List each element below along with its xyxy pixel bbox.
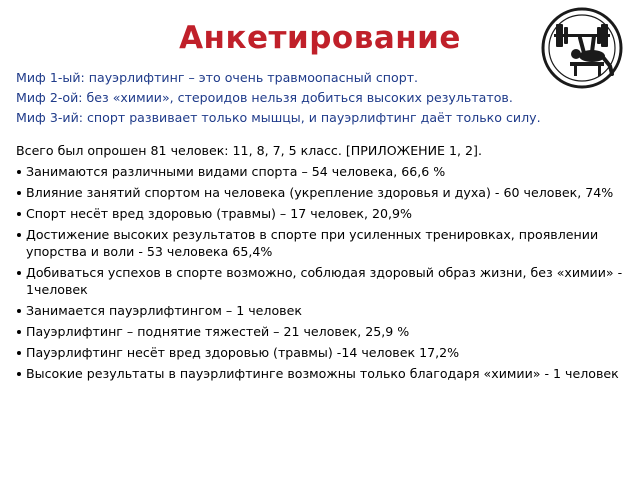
myth-2: Миф 2-ой: без «химии», стероидов нельзя добиться высоких результатов. (16, 90, 513, 105)
list-item: Добиваться успехов в спорте возможно, соблюдая здоровый образ жизни, без «химии» - 1человек (16, 264, 626, 298)
list-item: Достижение высоких результатов в спорте при усиленных тренировках, проявлении упорства и воли - 53 человека 65,4% (16, 226, 626, 260)
survey-intro: Всего был опрошен 81 человек: 11, 8, 7, 5 класс. [ПРИЛОЖЕНИЕ 1, 2]. (16, 143, 482, 158)
myth-1: Миф 1-ый: пауэрлифтинг – это очень травмоопасный спорт. (16, 70, 419, 85)
list-item: Спорт несёт вред здоровью (травмы) – 17 человек, 20,9% (16, 205, 626, 222)
list-item: Занимаются различными видами спорта – 54 человека, 66,6 % (16, 163, 626, 180)
list-item: Пауэрлифтинг несёт вред здоровью (травмы) -14 человек 17,2% (16, 344, 626, 361)
list-item: Пауэрлифтинг – поднятие тяжестей – 21 человек, 25,9 % (16, 323, 626, 340)
survey-results-list (16, 163, 626, 382)
list-item: Высокие результаты в пауэрлифтинге возможны только благодаря «химии» - 1 человек (16, 365, 626, 382)
slide-title: Анкетирование (179, 20, 461, 56)
list-item: Занимается пауэрлифтингом – 1 человек (16, 302, 626, 319)
myths-list (16, 68, 626, 128)
myth-3: Миф 3-ий: спорт развивает только мышцы, и пауэрлифтинг даёт только силу. (16, 110, 541, 125)
list-item: Влияние занятий спортом на человека (укрепление здоровья и духа) - 60 человек, 74% (16, 184, 626, 201)
survey-section (16, 142, 626, 386)
